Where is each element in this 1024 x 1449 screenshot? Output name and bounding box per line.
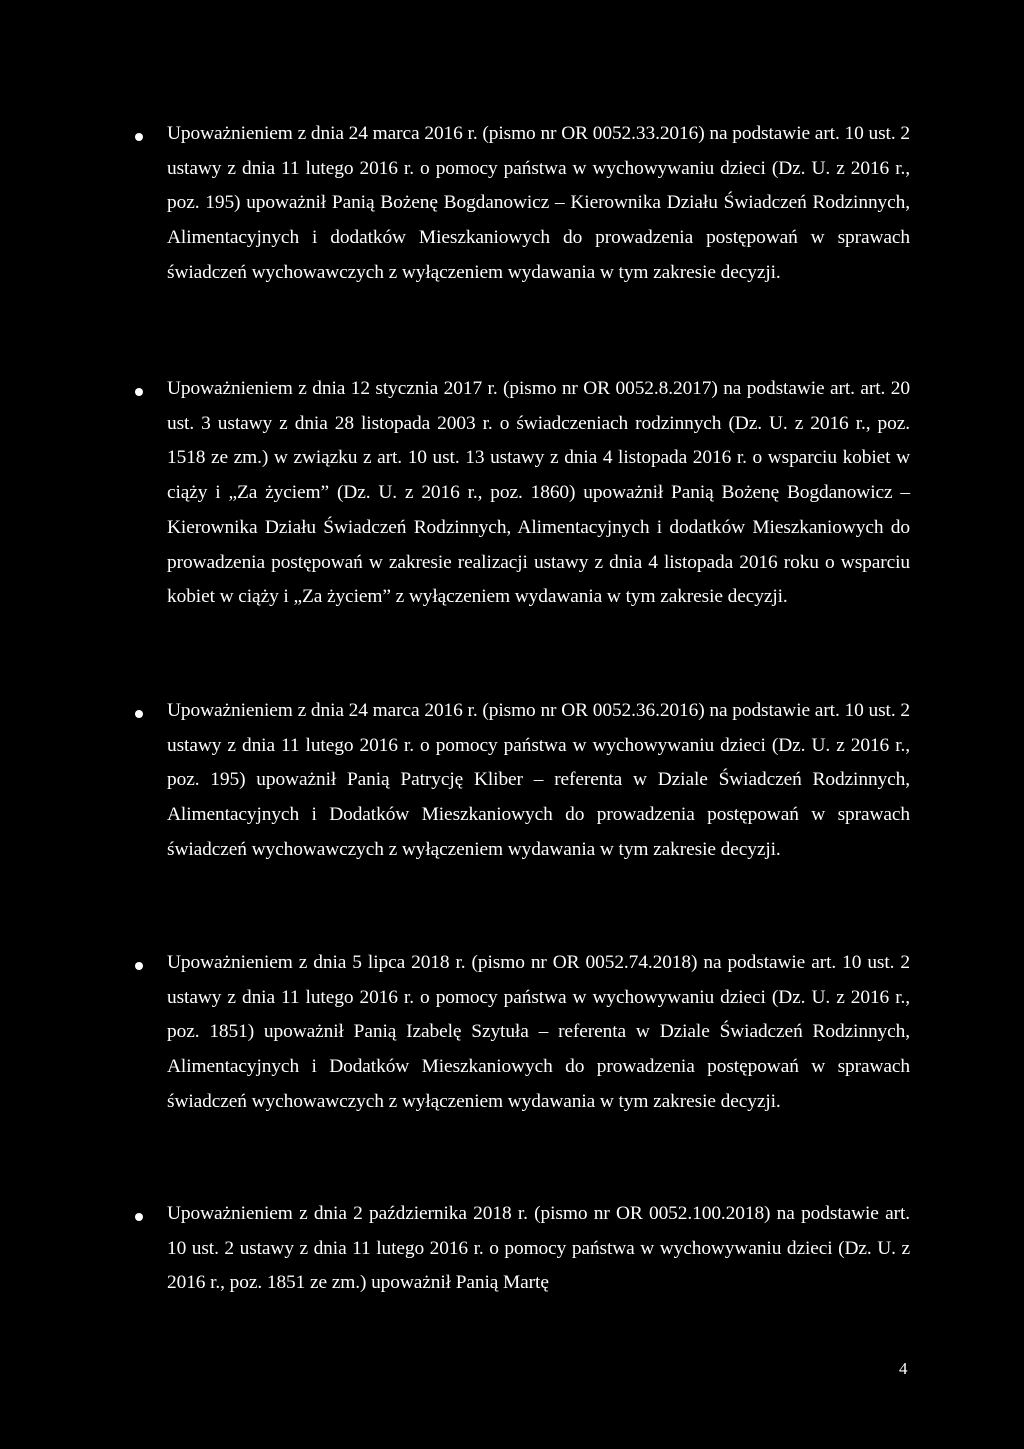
list-item: [138, 117, 910, 291]
bullet-icon: [135, 710, 143, 718]
bullet-icon: [135, 962, 143, 970]
paragraph-3: Upoważnieniem z dnia 24 marca 2016 r. (pismo nr OR 0052.36.2016) na podstawie art. 10 ust. 2 ustawy z dnia 11 lutego 2016 r. o pomocy państwa w wychowywaniu dzieci (Dz. U. z 2016 r., poz. 195) upoważnił Panią Patrycję Kliber – referenta w Dziale Świadczeń Rodzinnych, Alimentacyjnych i Dodatków Mieszkaniowych do prowadzenia postępowań w sprawach świadczeń wychowawczych z wyłączeniem wydawania w tym zakresie decyzji.: [167, 700, 910, 860]
list-item: [138, 372, 910, 615]
bullet-icon: [135, 133, 143, 141]
paragraph-4: Upoważnieniem z dnia 5 lipca 2018 r. (pismo nr OR 0052.74.2018) na podstawie art. 10 ust. 2 ustawy z dnia 11 lutego 2016 r. o pomocy państwa w wychowywaniu dzieci (Dz. U. z 2016 r., poz. 1851) upoważnił Panią Izabelę Szytuła – referenta w Dziale Świadczeń Rodzinnych, Alimentacyjnych i Dodatków Mieszkaniowych do prowadzenia postępowań w sprawach świadczeń wychowawczych z wyłączeniem wydawania w tym zakresie decyzji.: [167, 952, 910, 1112]
page-number: 4: [899, 1359, 908, 1378]
list-item: [138, 694, 910, 868]
bullet-icon: [135, 1213, 143, 1221]
paragraph-1: Upoważnieniem z dnia 24 marca 2016 r. (pismo nr OR 0052.33.2016) na podstawie art. 10 ust. 2 ustawy z dnia 11 lutego 2016 r. o pomocy państwa w wychowywaniu dzieci (Dz. U. z 2016 r., poz. 195) upoważnił Panią Bożenę Bogdanowicz – Kierownika Działu Świadczeń Rodzinnych, Alimentacyjnych i dodatków Mieszkaniowych do prowadzenia postępowań w sprawach świadczeń wychowawczych z wyłączeniem wydawania w tym zakresie decyzji.: [167, 123, 910, 283]
paragraph-5: Upoważnieniem z dnia 2 października 2018 r. (pismo nr OR 0052.100.2018) na podstawie art. 10 ust. 2 ustawy z dnia 11 lutego 2016 r. o pomocy państwa w wychowywaniu dzieci (Dz. U. z 2016 r., poz. 1851 ze zm.) upoważnił Panią Martę: [167, 1203, 910, 1294]
paragraph-2: Upoważnieniem z dnia 12 stycznia 2017 r. (pismo nr OR 0052.8.2017) na podstawie art. art. 20 ust. 3 ustawy z dnia 28 listopada 2003 r. o świadczeniach rodzinnych (Dz. U. z 2016 r., poz. 1518 ze zm.) w związku z art. 10 ust. 13 ustawy z dnia 4 listopada 2016 r. o wsparciu kobiet w ciąży i „Za życiem” (Dz. U. z 2016 r., poz. 1860) upoważnił Panią Bożenę Bogdanowicz – Kierownika Działu Świadczeń Rodzinnych, Alimentacyjnych i dodatków Mieszkaniowych do prowadzenia postępowań w zakresie realizacji ustawy z dnia 4 listopada 2016 roku o wsparciu kobiet w ciąży i „Za życiem” z wyłączeniem wydawania w tym zakresie decyzji.: [167, 378, 910, 608]
list-item: [138, 946, 910, 1120]
list-item: [138, 1197, 910, 1301]
bullet-icon: [135, 388, 143, 396]
